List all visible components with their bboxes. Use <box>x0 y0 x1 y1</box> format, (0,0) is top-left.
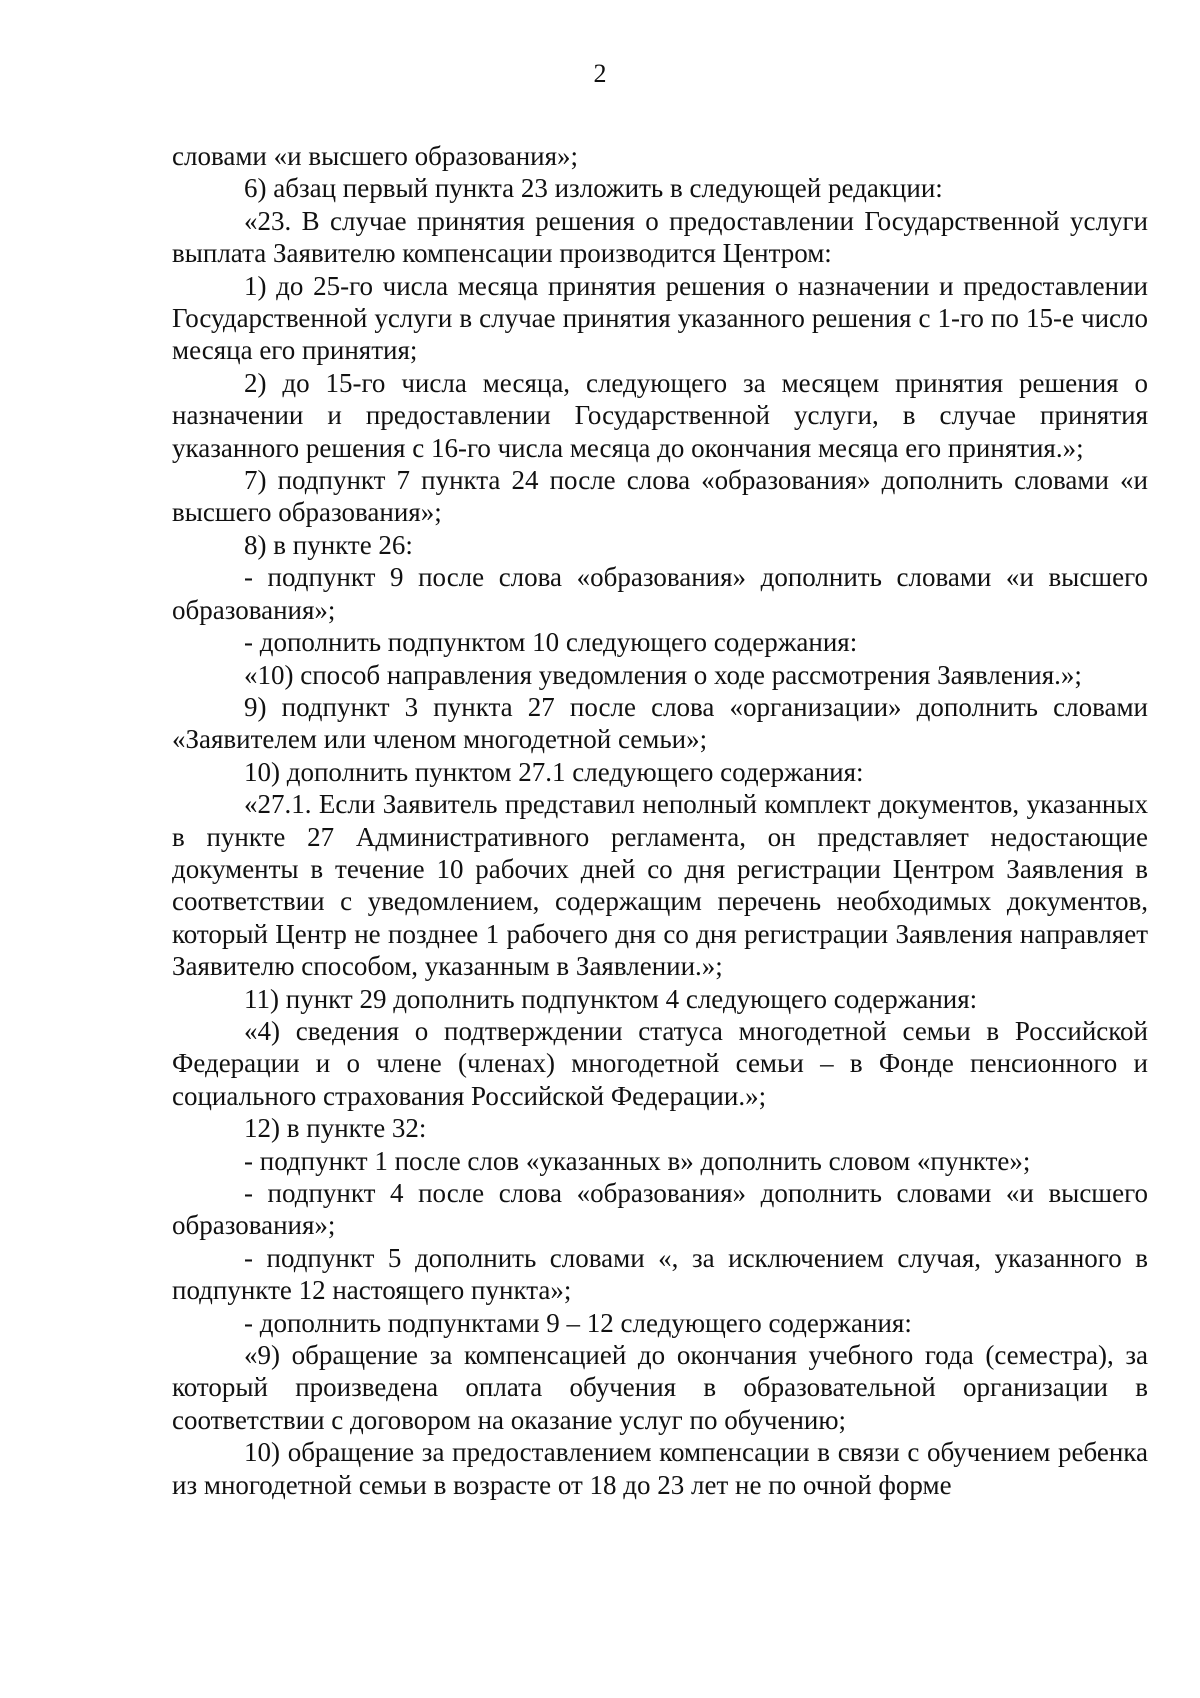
paragraph: 2) до 15-го числа месяца, следующего за месяцем принятия решения о назначении и предоставлении Государственной услуги, в случае принятия указанного решения с 16-го числа месяца до окончания месяца его принятия.»; <box>172 367 1148 463</box>
paragraph: - подпункт 9 после слова «образования» дополнить словами «и высшего образования»; <box>172 562 1148 625</box>
paragraph: 10) дополнить пунктом 27.1 следующего содержания: <box>244 756 864 787</box>
paragraph: 10) обращение за предоставлением компенсации в связи с обучением ребенка из многодетной семьи в возрасте от 18 до 23 лет не по очной форме <box>172 1437 1148 1500</box>
paragraph: - подпункт 1 после слов «указанных в» дополнить словом «пункте»; <box>244 1145 1031 1176</box>
paragraph: - подпункт 5 дополнить словами «, за исключением случая, указанного в подпункте 12 настоящего пункта»; <box>172 1242 1148 1306</box>
paragraph: - подпункт 4 после слова «образования» дополнить словами «и высшего образования»; <box>172 1178 1148 1241</box>
document-body <box>172 140 1148 1501</box>
page-number: 2 <box>593 59 607 88</box>
paragraph: «23. В случае принятия решения о предоставлении Государственной услуги выплата Заявителю компенсации производится Центром: <box>172 205 1148 269</box>
paragraph: 7) подпункт 7 пункта 24 после слова «образования» дополнить словами «и высшего образования»; <box>172 465 1148 528</box>
paragraph: - дополнить подпунктом 10 следующего содержания: <box>244 627 858 658</box>
paragraph: 6) абзац первый пункта 23 изложить в следующей редакции: <box>244 173 943 204</box>
paragraph: «4) сведения о подтверждении статуса многодетной семьи в Российской Федерации и о члене (членах) многодетной семьи – в Фонде пенсионного и социального страхования Российской Федерации.»; <box>172 1015 1148 1111</box>
paragraph: «9) обращение за компенсацией до окончания учебного года (семестра), за который произведена оплата обучения в образовательной организации в соответствии с договором на оказание услуг по обучению; <box>172 1340 1148 1435</box>
paragraph: 1) до 25-го числа месяца принятия решения о назначении и предоставлении Государственной услуги в случае принятия указанного решения с 1-го по 15-е число месяца его принятия; <box>172 270 1148 366</box>
paragraph: «27.1. Если Заявитель представил неполный комплект документов, указанных в пункте 27 Административного регламента, он представляет недостающие документы в течение 10 рабочих дней со дня регистрации Центром Заявления в соответствии с уведомлением, содержащим перечень необходимых документов, который Центр не позднее 1 рабочего дня со дня регистрации Заявления направляет Заявителю способом, указанным в Заявлении.»; <box>172 789 1148 982</box>
paragraph: - дополнить подпунктами 9 – 12 следующего содержания: <box>244 1307 912 1338</box>
paragraph: 12) в пункте 32: <box>244 1113 427 1144</box>
paragraph: словами «и высшего образования»; <box>172 141 579 171</box>
paragraph: 9) подпункт 3 пункта 27 после слова «организации» дополнить словами «Заявителем или членом многодетной семьи»; <box>172 691 1148 755</box>
paragraph: 11) пункт 29 дополнить подпунктом 4 следующего содержания: <box>244 983 978 1014</box>
paragraph: «10) способ направления уведомления о ходе рассмотрения Заявления.»; <box>244 659 1082 690</box>
paragraph: 8) в пункте 26: <box>244 529 413 560</box>
